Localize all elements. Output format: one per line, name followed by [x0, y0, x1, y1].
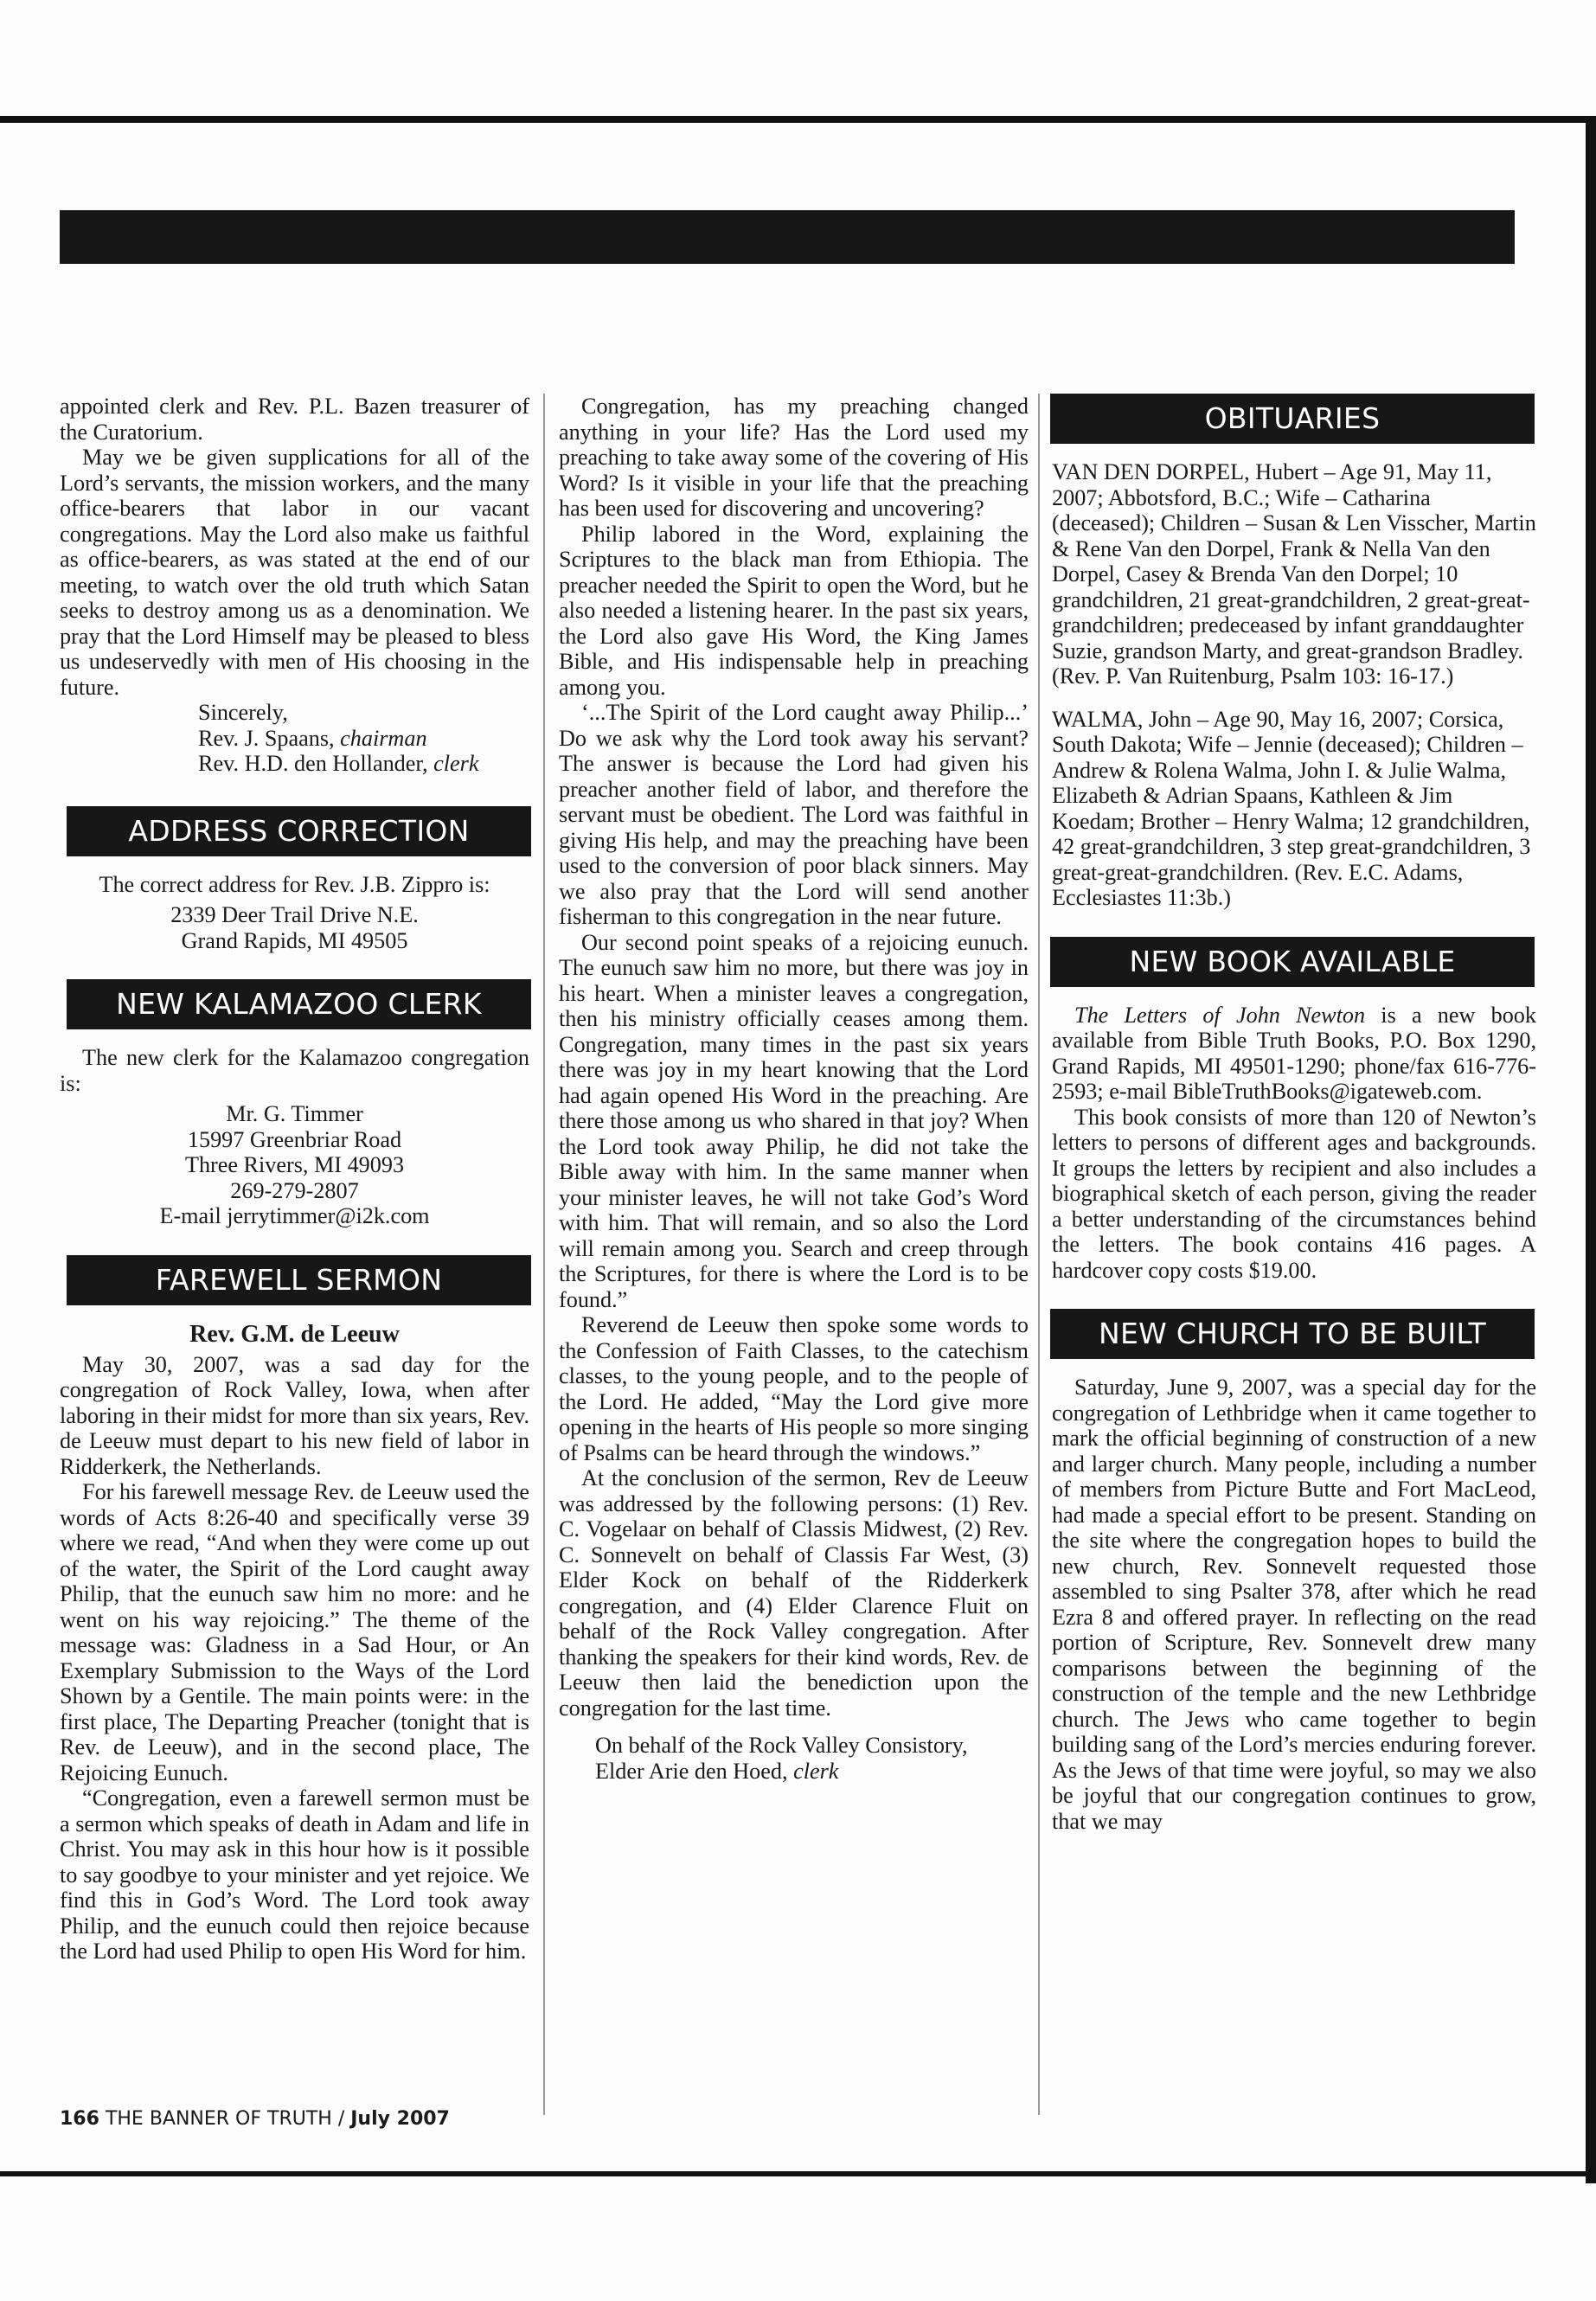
paragraph: Saturday, June 9, 2007, was a special day for the congregation of Lethbridge when it came together to mark the official beginning of construction of a new and larger church. Many people, including a number of members from Picture Butte and Fort MacLeod, had made a special effort to be present. Standing on the site where the congregation hopes to build the new church, Rev. Sonnevelt requested those assembled to sing Psalter 378, after which he read Ezra 8 and offered prayer. In reflecting on the read portion of Scripture, Rev. Sonnevelt drew many comparisons between the beginning of the construction of the temple and the new Lethbridge church. The Jews who came together to begin building sang of the Lord’s mercies enduring forever. As the Jews of that time were joyful, so may we also be joyful that our congregation continues to grow, that we may	[1052, 1375, 1536, 1834]
top-rule	[0, 116, 1596, 123]
paragraph: The correct address for Rev. J.B. Zippro is:	[99, 871, 490, 897]
address-line: Grand Rapids, MI 49505	[181, 927, 408, 953]
paragraph: May 30, 2007, was a sad day for the congregation of Rock Valley, Iowa, when after laboring in their midst for more than six years, Rev. de Leeuw must depart to his new field of labor in Ridderkerk, the Netherlands.	[60, 1351, 529, 1479]
paragraph: May we be given supplications for all of the Lord’s servants, the mission workers, and the many office-bearers that labor in our vacant congregations. May the Lord also make us faithful as office-bearers, as was stated at the end of our meeting, to watch over the old truth which Satan seeks to destroy among us as a denomination. We pray that the Lord Himself may be pleased to bless us undeservedly with men of His choosing in the future.	[60, 445, 529, 700]
obituary-entry: VAN DEN DORPEL, Hubert – Age 91, May 11, 2007; Abbotsford, B.C.; Wife – Catharina (deceased); Children – Susan & Len Visscher, Martin & Rene Van den Dorpel, Frank & Nella Van den Dorpel, Casey & Brenda Van den Dorpel; 10 grandchildren, 21 great-grandchildren, 2 great-great-grandchildren; predeceased by infant granddaughter Suzie, grandson Marty, and great-grandson Bradley. (Rev. P. Van Ruitenburg, Psalm 103: 16-17.)	[1052, 459, 1536, 689]
address-line: Mr. G. Timmer	[226, 1101, 363, 1126]
paragraph: The Letters of John Newton is a new book available from Bible Truth Books, P.O. Box 1290, Grand Rapids, MI 49501-1290; phone/fax 616-776-2593; e-mail BibleTruthBooks@igateweb.com.	[1052, 1002, 1536, 1104]
column-2	[559, 394, 1029, 1784]
paragraph: ‘...The Spirit of the Lord caught away Philip...’ Do we ask why the Lord took away his servant? The answer is because the Lord had given his preacher another field of labor, and therefore the servant must be obedient. The Lord was faithful in giving His help, and may the preaching have been used to the conversion of poor black sinners. May we also pray that the Lord will send another fisherman to this congregation in the near future.	[559, 700, 1029, 929]
paragraph: At the conclusion of the sermon, Rev de Leeuw was addressed by the following persons: (1) Rev. C. Vogelaar on behalf of Classis Midwest, (2) Rev. C. Sonnevelt on behalf of Classis Far West, (3) Elder Kock on behalf of the Ridderkerk congregation, and (4) Elder Clarence Fluit on behalf of the Rock Valley congregation. After thanking the speakers for their kind words, Rev. de Leeuw then laid the benediction upon the congregation for the last time.	[559, 1465, 1029, 1721]
column-3	[1052, 394, 1536, 1834]
publication-name: THE BANNER OF TRUTH	[105, 2108, 332, 2130]
signature-clerk: Rev. H.D. den Hollander, clerk	[198, 751, 479, 776]
page-footer	[60, 2108, 450, 2130]
page-edge-shadow	[1586, 116, 1596, 2183]
paragraph: Our second point speaks of a rejoicing eunuch. The eunuch saw him no more, but there was joy in his heart. When a minister leaves a congregation, then his ministry officially ceases among them. Congregation, many times in the past six years there was joy in my heart knowing that the Lord had again opened His Word in the preaching. Are there those among us who shared in that joy? When the Lord took away Philip, he did not take the Bible away with him. In the same manner when your minister leaves, he will not take God’s Word with him. That will remain, and so also the Lord will remain among you. Search and creep through the Scriptures, for there is where the Lord is to be found.”	[559, 929, 1029, 1312]
paragraph: appointed clerk and Rev. P.L. Bazen treasurer of the Curatorium.	[60, 394, 529, 445]
paragraph: Congregation, has my preaching changed anything in your life? Has the Lord used my preaching to take away some of the covering of His Word? Is it visible in your life that the preaching has been used for discovering and uncovering?	[559, 394, 1029, 521]
page-number: 166	[60, 2108, 99, 2130]
bottom-rule	[0, 2171, 1596, 2176]
address-line: E-mail jerrytimmer@i2k.com	[159, 1203, 430, 1228]
section-heading-obituaries: OBITUARIES	[1050, 394, 1535, 444]
paragraph: Philip labored in the Word, explaining the Scriptures to the black man from Ethiopia. The preacher needed the Spirit to open the Word, but he also needed a listening hearer. In the past six years, the Lord also gave His Word, the King James Bible, and His indispensable help in preaching among you.	[559, 521, 1029, 700]
address-block	[60, 902, 529, 953]
section-heading-farewell-sermon: FAREWELL SERMON	[67, 1255, 531, 1305]
column-divider	[1038, 394, 1040, 2115]
address-line: 15997 Greenbriar Road	[187, 1126, 402, 1152]
signature-sincerely: Sincerely,	[198, 700, 288, 725]
obituary-entry: WALMA, John – Age 90, May 16, 2007; Corsica, South Dakota; Wife – Jennie (deceased); Children – Andrew & Rolena Walma, John I. & Julie Walma, Elizabeth & Adrian Spaans, Kathleen & Jim Koedam; Brother – Henry Walma; 12 grandchildren, 42 great-grandchildren, 3 step great-grandchildren, 3 great-great-grandchildren. (Rev. E.C. Adams, Ecclesiastes 11:3b.)	[1052, 706, 1531, 910]
closing-line: On behalf of the Rock Valley Consistory,	[595, 1733, 968, 1758]
section-heading-kalamazoo-clerk: NEW KALAMAZOO CLERK	[67, 979, 531, 1029]
column-1	[60, 394, 529, 1965]
signature-chairman: Rev. J. Spaans, chairman	[198, 725, 427, 751]
paragraph: Reverend de Leeuw then spoke some words to the Confession of Faith Classes, to the catechism classes, to the young people, and to the people of the Lord. He added, “May the Lord give more opening in the hearts of His people so more singing of Psalms can be heard through the windows.”	[559, 1312, 1029, 1465]
paragraph: This book consists of more than 120 of Newton’s letters to persons of different ages and backgrounds. It groups the letters by recipient and also includes a biographical sketch of each person, giving the reader a better understanding of the circumstances behind the letters. The book contains 416 pages. A hardcover copy costs $19.00.	[1052, 1104, 1536, 1283]
header-bar	[60, 210, 1515, 264]
book-title: The Letters of John Newton	[1074, 1002, 1366, 1028]
byline: Rev. G.M. de Leeuw	[189, 1320, 400, 1348]
paragraph: For his farewell message Rev. de Leeuw used the words of Acts 8:26-40 and specifically verse 39 where we read, “And when they were come up out of the water, the Spirit of the Lord caught away Philip, that the eunuch saw him no more: and he went on his way rejoicing.” The theme of the message was: Gladness in a Sad Hour, or An Exemplary Submission to the Ways of the Lord Shown by a Gentile. The main points were: in the first place, The Departing Preacher (tonight that is Rev. de Leeuw), and in the second place, The Rejoicing Eunuch.	[60, 1479, 529, 1785]
footer-separator: /	[337, 2108, 345, 2130]
issue-date: July 2007	[350, 2108, 450, 2130]
address-line: 2339 Deer Trail Drive N.E.	[170, 902, 419, 927]
address-block	[60, 1101, 529, 1229]
paragraph: The new clerk for the Kalamazoo congregation is:	[60, 1045, 529, 1096]
address-line: 269-279-2807	[230, 1177, 359, 1203]
section-heading-new-church: NEW CHURCH TO BE BUILT	[1050, 1309, 1535, 1359]
closing-signature: Elder Arie den Hoed, clerk	[595, 1758, 839, 1784]
address-line: Three Rivers, MI 49093	[184, 1152, 405, 1177]
section-heading-new-book: NEW BOOK AVAILABLE	[1050, 937, 1535, 987]
paragraph: “Congregation, even a farewell sermon must be a sermon which speaks of death in Adam and life in Christ. You may ask in this hour how is it possible to say goodbye to your minister and yet rejoice. We find this in God’s Word. The Lord took away Philip, and the eunuch could then rejoice because the Lord had used Philip to open His Word for him.	[60, 1785, 529, 1964]
section-heading-address-correction: ADDRESS CORRECTION	[67, 806, 531, 856]
column-divider	[543, 394, 545, 2115]
